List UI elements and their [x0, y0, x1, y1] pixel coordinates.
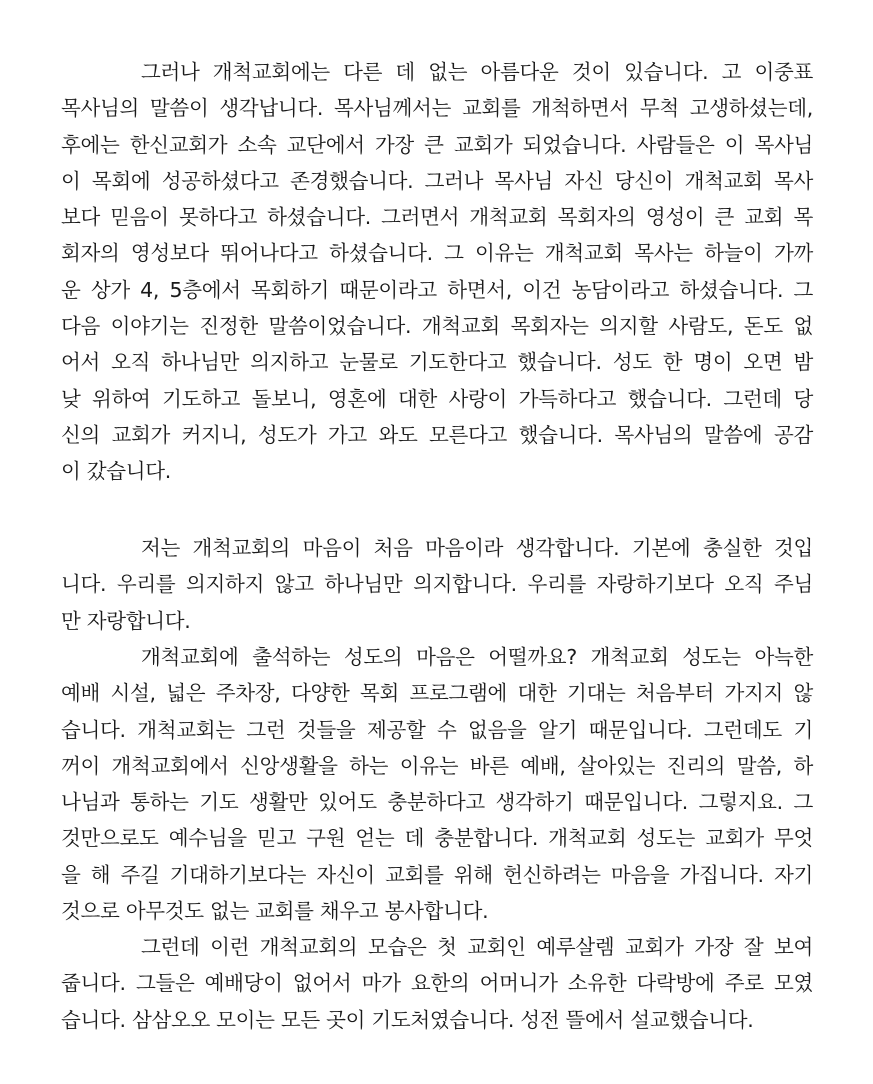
paragraph-3: [61, 639, 813, 929]
text-line: 것만으로도 예수님을 믿고 구원 얻는 데 충분합니다. 개척교회 성도는 교회가 무엇: [61, 826, 813, 851]
text-line: 신의 교회가 커지니, 성도가 가고 와도 모른다고 했습니다. 목사님의 말씀에 공감: [61, 422, 813, 447]
paragraph-1: [61, 54, 813, 490]
text-line: 후에는 한신교회가 소속 교단에서 가장 큰 교회가 되었습니다. 사람들은 이 목사님: [61, 132, 813, 157]
text-line: 줍니다. 그들은 예배당이 없어서 마가 요한의 어머니가 소유한 다락방에 주로 모였: [61, 971, 813, 996]
text-line: 을 해 주길 기대하기보다는 자신이 교회를 위해 헌신하려는 마음을 가집니다. 자기: [61, 862, 813, 887]
text-line: 어서 오직 하나님만 의지하고 눈물로 기도한다고 했습니다. 성도 한 명이 오면 밤: [61, 350, 813, 375]
text-line: 낮 위하여 기도하고 돌보니, 영혼에 대한 사랑이 가득하다고 했습니다. 그런데 당: [61, 386, 813, 411]
text-line: 것으로 아무것도 없는 교회를 채우고 봉사합니다.: [61, 899, 489, 924]
text-line: 습니다. 개척교회는 그런 것들을 제공할 수 없음을 알기 때문입니다. 그런데도 기: [61, 717, 813, 742]
text-line: 저는 개척교회의 마음이 처음 마음이라 생각합니다. 기본에 충실한 것입: [141, 536, 813, 560]
text-line: 이 목회에 성공하셨다고 존경했습니다. 그러나 목사님 자신 당신이 개척교회 목사: [61, 168, 813, 193]
paragraph-4: [61, 929, 813, 1038]
text-line: 습니다. 삼삼오오 모이는 모든 곳이 기도처였습니다. 성전 뜰에서 설교했습니다.: [61, 1007, 754, 1032]
text-line: 그런데 이런 개척교회의 모습은 첫 교회인 예루살렘 교회가 가장 잘 보여: [141, 935, 813, 959]
text-line: 개척교회에 출석하는 성도의 마음은 어떨까요? 개척교회 성도는 아늑한: [141, 645, 813, 669]
text-line: 나님과 통하는 기도 생활만 있어도 충분하다고 생각하기 때문입니다. 그렇지요. 그: [61, 790, 813, 815]
text-line: 만 자랑합니다.: [61, 608, 191, 633]
text-line: 운 상가 4, 5층에서 목회하기 때문이라고 하면서, 이건 농담이라고 하셨습니다. 그: [61, 277, 813, 302]
text-line: 꺼이 개척교회에서 신앙생활을 하는 이유는 바른 예배, 살아있는 진리의 말씀, 하: [61, 753, 813, 778]
text-line: 다음 이야기는 진정한 말씀이었습니다. 개척교회 목회자는 의지할 사람도, 돈도 없: [61, 314, 813, 339]
text-line: 목사님의 말씀이 생각납니다. 목사님께서는 교회를 개척하면서 무척 고생하셨는데,: [61, 96, 813, 121]
text-line: 보다 믿음이 못하다고 하셨습니다. 그러면서 개척교회 목회자의 영성이 큰 교회 목: [61, 205, 813, 230]
text-line: 회자의 영성보다 뛰어나다고 하셨습니다. 그 이유는 개척교회 목사는 하늘이 가까: [61, 241, 813, 266]
text-line: 예배 시설, 넓은 주차장, 다양한 목회 프로그램에 대한 기대는 처음부터 가지지 않: [61, 681, 813, 706]
text-line: 그러나 개척교회에는 다른 데 없는 아름다운 것이 있습니다. 고 이중표: [141, 60, 813, 84]
text-line: 니다. 우리를 의지하지 않고 하나님만 의지합니다. 우리를 자랑하기보다 오직 주님: [61, 572, 813, 597]
text-line: 이 갔습니다.: [61, 459, 171, 484]
paragraph-2: [61, 530, 813, 639]
